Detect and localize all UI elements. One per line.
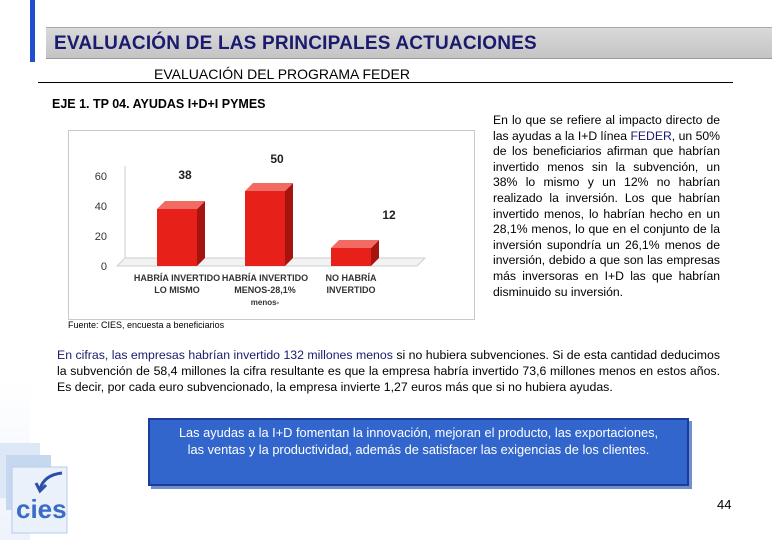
bar-chart	[68, 130, 475, 320]
figures-paragraph	[57, 347, 720, 395]
conclusion-callout: Las ayudas a la I+D fomentan la innovación, mejoran el producto, las exportaciones, las ventas y la productividad, además de satisfacer las exigencias de los clientes.	[148, 418, 689, 486]
bar-top	[245, 183, 293, 191]
page-number: 44	[717, 497, 732, 512]
value-label: 38	[178, 168, 192, 182]
impact-text-part1: En lo que se refiere al impacto directo de las ayudas a la I+D línea	[493, 113, 720, 143]
figures-rest: si no hubiera subvenciones. Si de esta cantidad deducimos la subvención de 58,4 millones la cifra resultante es que la empresa habría invertido 73,6 millones menos en estos años. Es decir, por cada euro subvencionado, la empresa invierte 1,27 euros más que si no hubiera ayudas.	[57, 348, 720, 394]
impact-text-part3: , un 50% de los beneficiarios afirman que habrían invertido menos sin la subvención, un 38% lo mismo y un 12% no habrían realizado la inversión. Los que habrían invertido menos, lo habrían hecho en un 28,1% menos, lo que en el conjunto de la inversión supondría un 26,1% menos de inversión, debido a que son las empresas más inversoras en I+D las que habrían disminuido su inversión.	[493, 128, 720, 299]
category-label: HABRÍA INVERTIDO	[133, 273, 221, 283]
y-tick-label: 20	[94, 231, 107, 243]
subtitle	[38, 66, 733, 83]
subtitle-rule-left	[38, 69, 154, 83]
category-label: NO HABRÍA	[325, 273, 377, 283]
impact-text	[493, 113, 720, 300]
bar-side	[197, 201, 205, 266]
category-label: LO MISMO	[154, 285, 200, 295]
subtitle-rule-right	[410, 69, 733, 83]
y-tick-label: 40	[94, 201, 107, 213]
bar-side	[285, 183, 293, 266]
bar-top	[157, 201, 205, 209]
y-tick-label: 0	[100, 261, 107, 273]
figures-highlight: En cifras, las empresas habrían invertido 132 millones menos	[57, 348, 393, 362]
page-title: EVALUACIÓN DE LAS PRINCIPALES ACTUACIONES	[46, 27, 772, 59]
subtitle-text: EVALUACIÓN DEL PROGRAMA FEDER	[154, 66, 410, 82]
bar	[157, 209, 197, 266]
category-label: MENOS-28,1%	[234, 285, 296, 295]
chart-source: Fuente: CIES, encuesta a beneficiarios	[68, 320, 225, 330]
bar-chart-svg	[69, 131, 476, 321]
category-label: HABRÍA INVERTIDO	[221, 273, 309, 283]
bar	[245, 191, 285, 266]
bar-top	[331, 240, 379, 248]
cies-logo	[0, 437, 92, 540]
value-label: 12	[382, 208, 396, 222]
value-label: 50	[270, 152, 284, 166]
category-label: INVERTIDO	[326, 285, 376, 295]
y-tick-label: 60	[94, 171, 107, 183]
impact-text-feder: FEDER	[630, 128, 672, 143]
section-heading: EJE 1. TP 04. AYUDAS I+D+I PYMES	[52, 97, 266, 111]
left-accent-bar	[30, 0, 35, 62]
category-label: menos-	[250, 298, 280, 307]
bar	[331, 248, 371, 266]
logo-text: cies	[16, 494, 67, 524]
